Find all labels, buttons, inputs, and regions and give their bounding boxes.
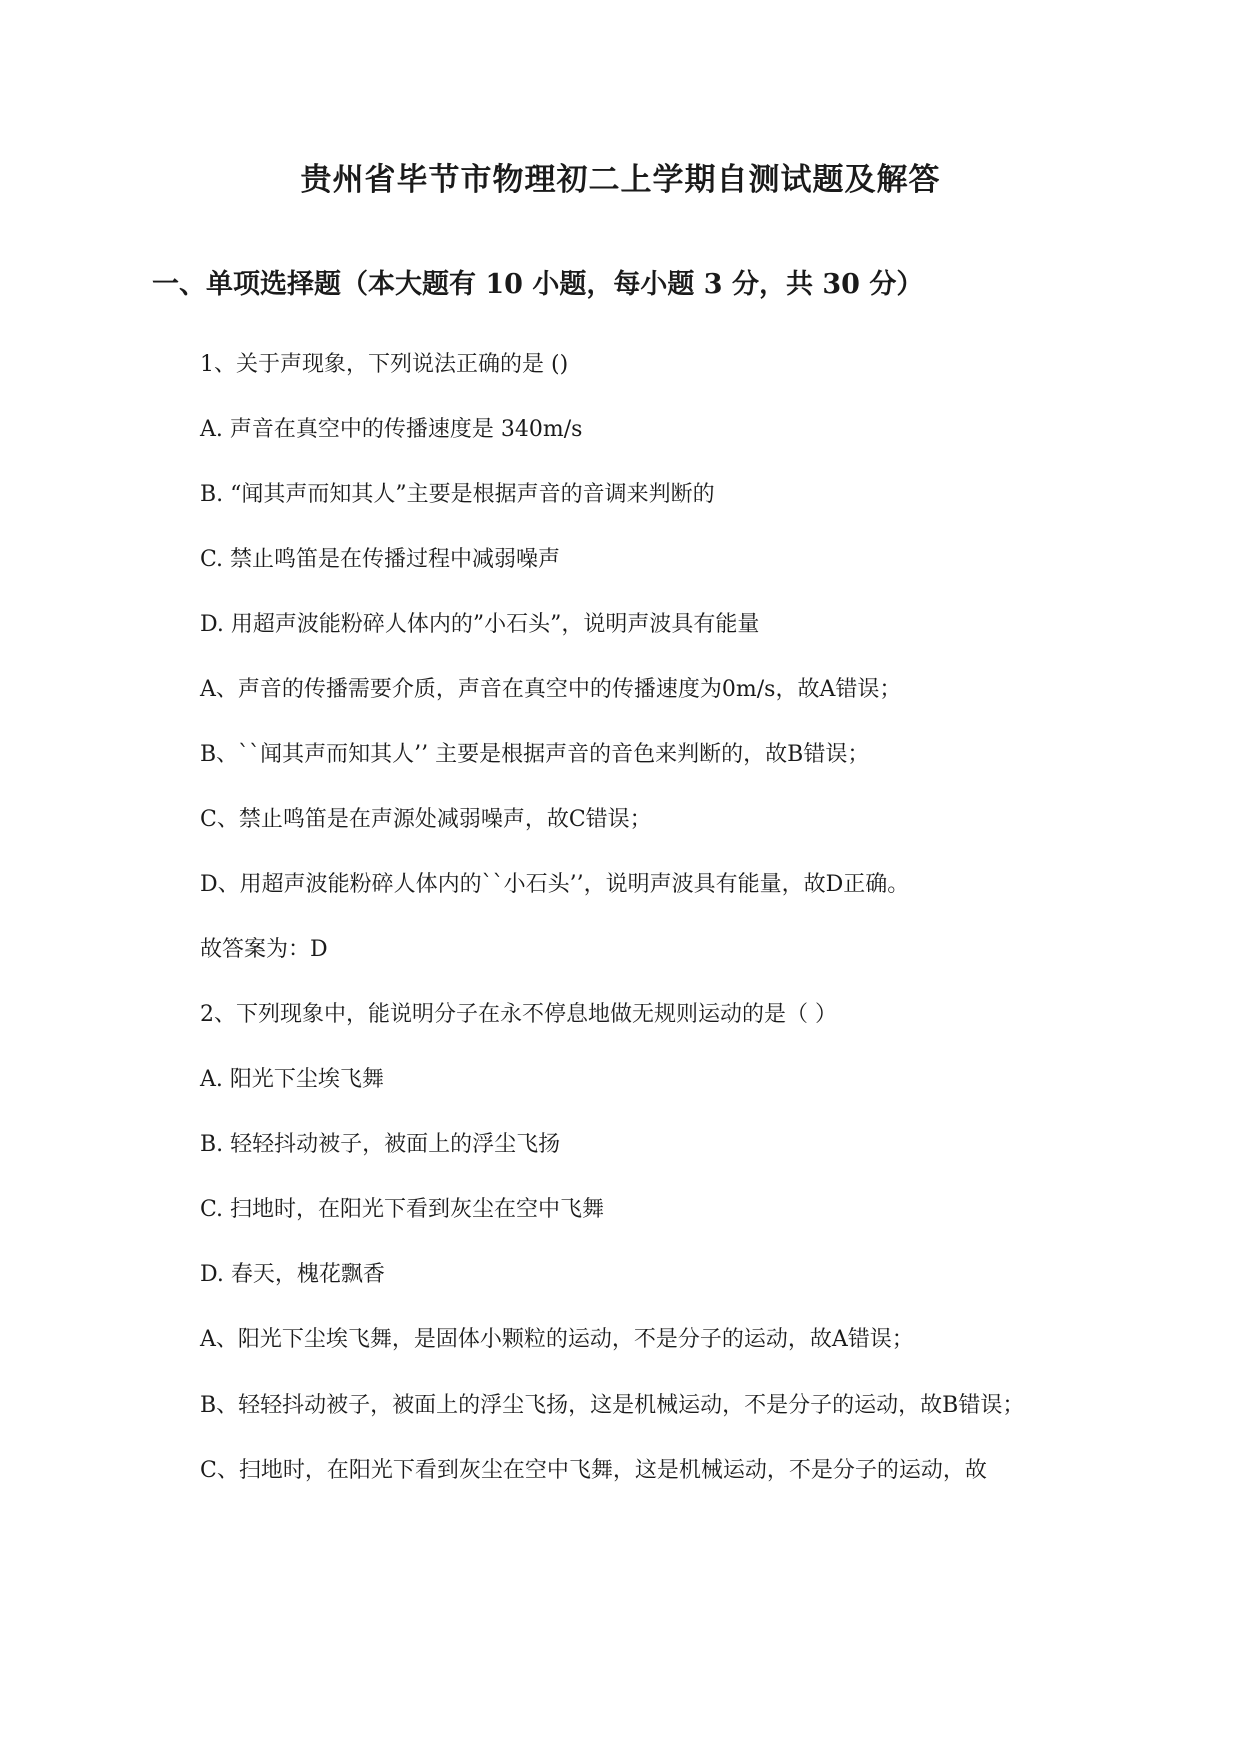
- document-title: 贵州省毕节市物理初二上学期自测试题及解答: [300, 162, 941, 198]
- question-1-explanation-d: D、用超声波能粉碎人体内的``小石头’’，说明声波具有能量，故D正确。: [200, 872, 910, 897]
- section-heading: 一、单项选择题（本大题有 10 小题，每小题 3 分，共 30 分）: [152, 269, 924, 300]
- question-2-explanation-b: B、轻轻抖动被子，被面上的浮尘飞扬，这是机械运动，不是分子的运动，故B错误；: [200, 1393, 1025, 1418]
- document-body: [200, 350, 1100, 1521]
- question-1-stem: 1、关于声现象，下列说法正确的是 (): [200, 352, 569, 377]
- question-1-option-d: D. 用超声波能粉碎人体内的”小石头”，说明声波具有能量: [200, 612, 760, 637]
- question-2-option-b: B. 轻轻抖动被子，被面上的浮尘飞扬: [200, 1132, 561, 1157]
- question-1-option-c: C. 禁止鸣笛是在传播过程中减弱噪声: [200, 547, 561, 572]
- question-2-stem: 2、下列现象中，能说明分子在永不停息地做无规则运动的是（ ）: [200, 1002, 837, 1027]
- question-2-option-a: A. 阳光下尘埃飞舞: [200, 1067, 384, 1092]
- question-1-option-b: B. “闻其声而知其人”主要是根据声音的音调来判断的: [200, 482, 715, 507]
- question-1-option-a: A. 声音在真空中的传播速度是 340m/s: [200, 417, 583, 442]
- question-1-explanation-a: A、声音的传播需要介质，声音在真空中的传播速度为0m/s，故A错误；: [200, 677, 902, 702]
- question-2-explanation-a: A、阳光下尘埃飞舞，是固体小颗粒的运动，不是分子的运动，故A错误；: [200, 1327, 914, 1352]
- question-1-explanation-c: C、禁止鸣笛是在声源处减弱噪声，故C错误；: [200, 807, 652, 832]
- question-1-explanation-b: B、``闻其声而知其人’’ 主要是根据声音的音色来判断的，故B错误；: [200, 742, 870, 767]
- question-2-option-d: D. 春天，槐花飘香: [200, 1262, 385, 1287]
- question-1-answer: 故答案为：D: [200, 937, 328, 962]
- question-2-option-c: C. 扫地时，在阳光下看到灰尘在空中飞舞: [200, 1197, 605, 1222]
- question-2-explanation-c: C、扫地时，在阳光下看到灰尘在空中飞舞，这是机械运动，不是分子的运动，故: [200, 1458, 987, 1483]
